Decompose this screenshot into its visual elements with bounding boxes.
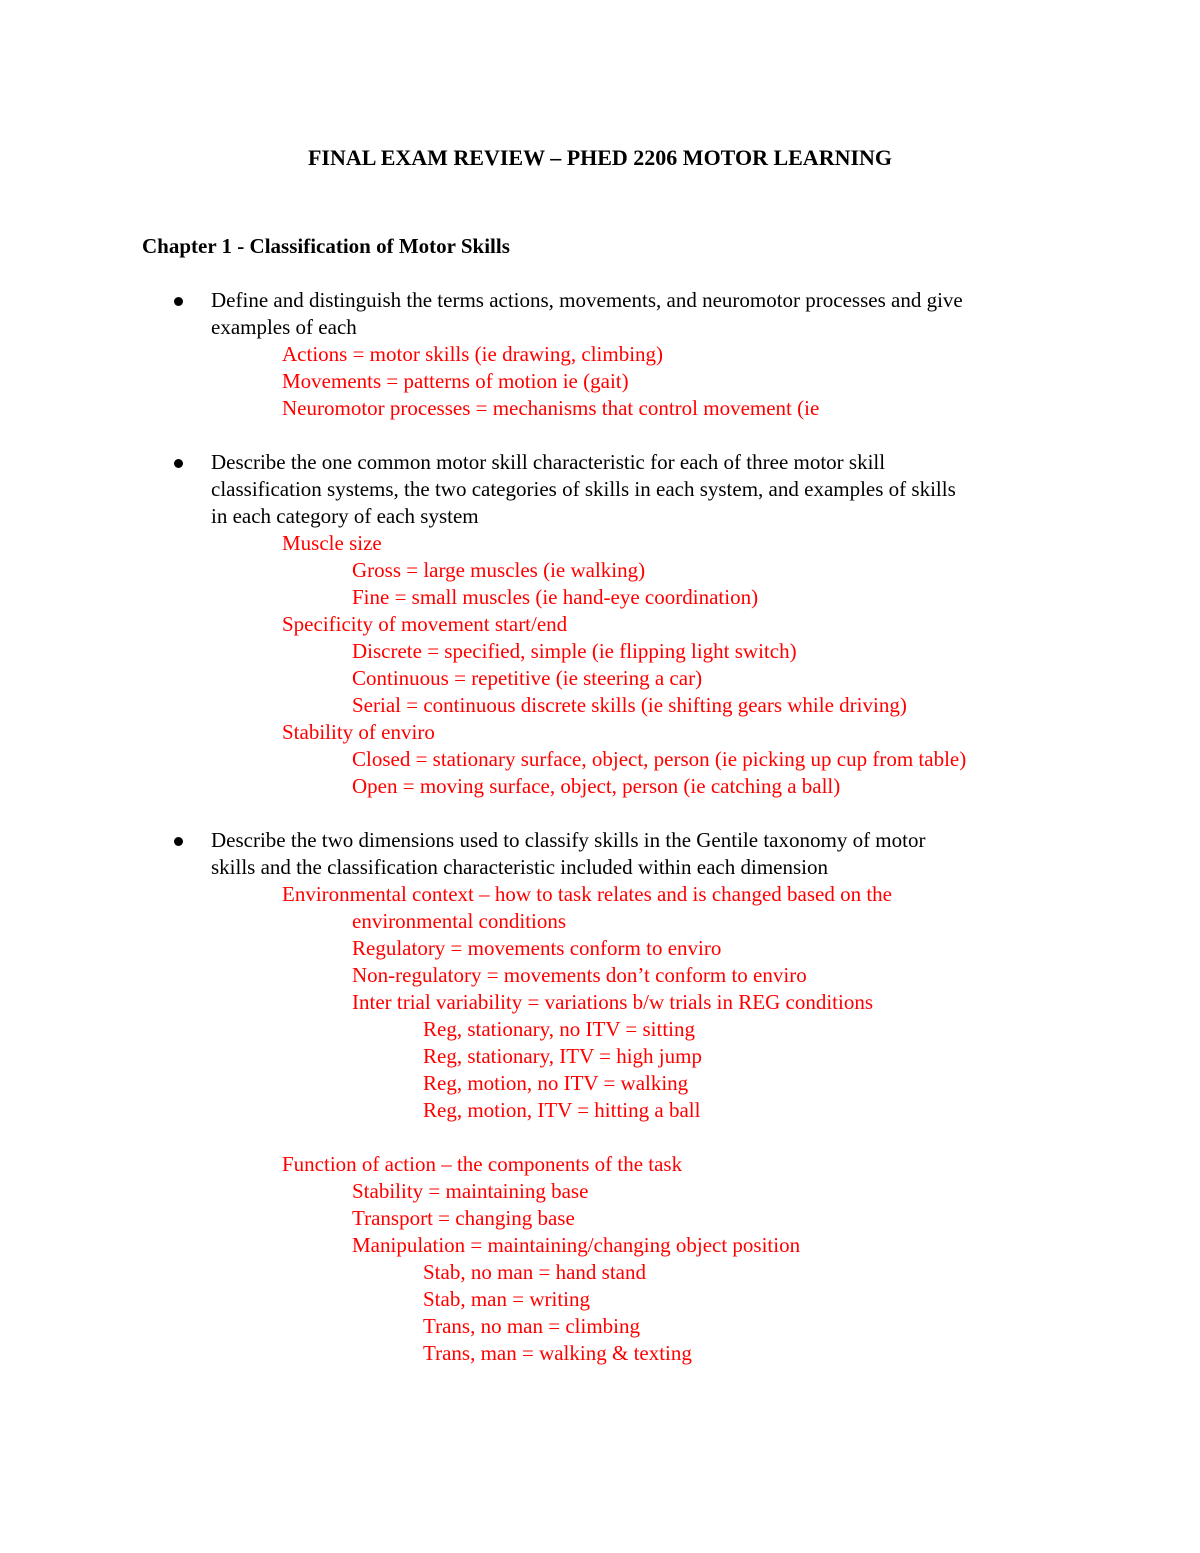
bullet-icon [174, 297, 183, 306]
answer-fine: Fine = small muscles (ie hand-eye coordination) [352, 585, 759, 609]
question-1-line-2: examples of each [211, 315, 357, 339]
answer-non-regulatory: Non-regulatory = movements don’t conform to enviro [352, 963, 807, 987]
answer-manipulation: Manipulation = maintaining/changing object position [352, 1233, 801, 1257]
question-3-line-2: skills and the classification characteristic included within each dimension [211, 855, 828, 879]
answer-specificity: Specificity of movement start/end [282, 612, 568, 636]
question-2-line-1 [0, 449, 1200, 476]
answer-stability: Stability = maintaining base [352, 1179, 589, 1203]
answer-continuous: Continuous = repetitive (ie steering a car) [352, 666, 703, 690]
answer-stability-enviro: Stability of enviro [282, 720, 435, 744]
example-line: Reg, stationary, no ITV = sitting [423, 1017, 695, 1041]
example-line: Trans, man = walking & texting [423, 1341, 692, 1365]
question-text: Describe the two dimensions used to classify skills in the Gentile taxonomy of motor [211, 828, 926, 852]
answer-neuromotor: Neuromotor processes = mechanisms that control movement (ie [282, 396, 820, 420]
answer-closed: Closed = stationary surface, object, person (ie picking up cup from table) [352, 747, 967, 771]
bullet-icon [174, 459, 183, 468]
answer-regulatory: Regulatory = movements conform to enviro [352, 936, 722, 960]
answer-open: Open = moving surface, object, person (ie catching a ball) [352, 774, 841, 798]
answer-movements: Movements = patterns of motion ie (gait) [282, 369, 629, 393]
answer-gross: Gross = large muscles (ie walking) [352, 558, 646, 582]
answer-inter-trial-variability: Inter trial variability = variations b/w trials in REG conditions [352, 990, 873, 1014]
answer-function-of-action: Function of action – the components of the task [282, 1152, 683, 1176]
answer-actions: Actions = motor skills (ie drawing, climbing) [282, 342, 664, 366]
answer-discrete: Discrete = specified, simple (ie flipping light switch) [352, 639, 797, 663]
answer-transport: Transport = changing base [352, 1206, 575, 1230]
example-line: Trans, no man = climbing [423, 1314, 640, 1338]
document-title: FINAL EXAM REVIEW – PHED 2206 MOTOR LEARNING [307, 145, 893, 170]
answer-muscle-size: Muscle size [282, 531, 382, 555]
question-1-line-1 [0, 287, 1200, 314]
example-line: Stab, no man = hand stand [423, 1260, 646, 1284]
answer-environmental-context-cont: environmental conditions [352, 909, 567, 933]
question-text: Define and distinguish the terms actions, movements, and neuromotor processes and give [211, 288, 963, 312]
spacer [0, 800, 1200, 827]
question-text: Describe the one common motor skill characteristic for each of three motor skill [211, 450, 886, 474]
answer-environmental-context: Environmental context – how to task relates and is changed based on the [282, 882, 892, 906]
spacer [0, 1124, 1200, 1151]
bullet-icon [174, 837, 183, 846]
example-line: Reg, stationary, ITV = high jump [423, 1044, 702, 1068]
example-line: Reg, motion, no ITV = walking [423, 1071, 689, 1095]
question-2-line-2: classification systems, the two categories of skills in each system, and examples of skills [211, 477, 956, 501]
question-2-line-3: in each category of each system [211, 504, 479, 528]
answer-serial: Serial = continuous discrete skills (ie shifting gears while driving) [352, 693, 907, 717]
spacer [0, 422, 1200, 449]
question-3-line-1 [0, 827, 1200, 854]
example-line: Reg, motion, ITV = hitting a ball [423, 1098, 701, 1122]
chapter-heading: Chapter 1 - Classification of Motor Skills [142, 234, 510, 258]
example-line: Stab, man = writing [423, 1287, 590, 1311]
document-body [0, 287, 1200, 1367]
